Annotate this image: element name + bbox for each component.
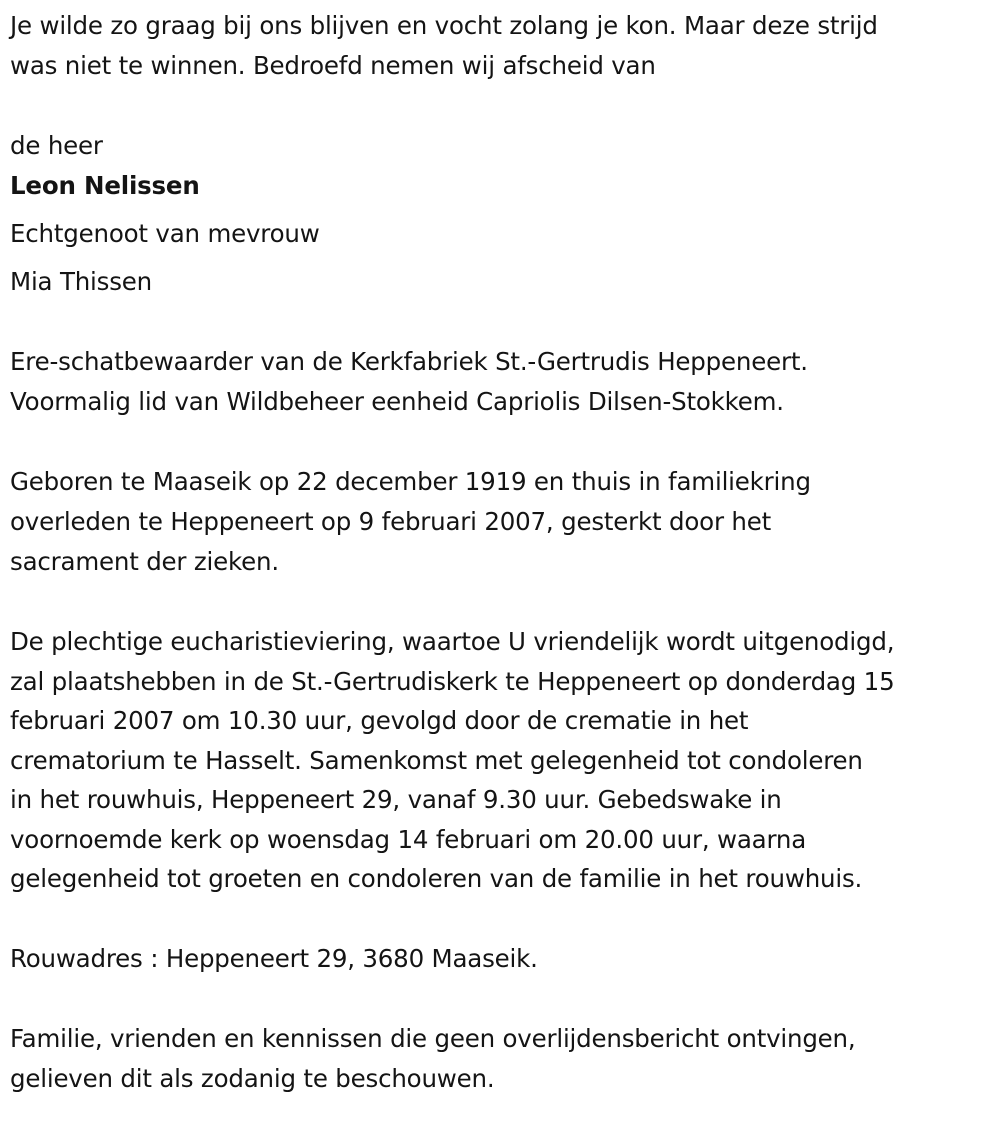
mourning-address: Rouwadres : Heppeneert 29, 3680 Maaseik. <box>10 943 538 973</box>
role-line: Voormalig lid van Wildbeheer eenheid Capriolis Dilsen-Stokkem. <box>10 387 784 416</box>
intro-line: Je wilde zo graag bij ons blijven en vocht zolang je kon. Maar deze strijd <box>10 11 878 40</box>
intro-paragraph <box>10 6 995 86</box>
spacer <box>10 899 995 939</box>
closing-paragraph <box>10 1019 995 1099</box>
intro-line: was niet te winnen. Bedroefd nemen wij afscheid van <box>10 51 656 80</box>
ceremony-line: gelegenheid tot groeten en condoleren van de familie in het rouwhuis. <box>10 864 863 893</box>
ceremony-line: crematorium te Hasselt. Samenkomst met gelegenheid tot condoleren <box>10 745 863 775</box>
spacer <box>10 582 995 622</box>
ceremony-line: De plechtige eucharistieviering, waartoe U vriendelijk wordt uitgenodigd, <box>10 627 895 656</box>
spouse-label: Echtgenoot van mevrouw <box>10 219 320 248</box>
spacer <box>10 86 995 126</box>
spacer <box>10 422 995 462</box>
spacer <box>10 302 995 342</box>
ceremony-line: zal plaatshebben in de St.-Gertrudiskerk te Heppeneert op donderdag 15 <box>10 666 895 696</box>
ceremony-line: februari 2007 om 10.30 uur, gevolgd door de crematie in het <box>10 706 749 735</box>
spouse-name: Mia Thissen <box>10 267 152 296</box>
closing-line: gelieven dit als zodanig te beschouwen. <box>10 1063 495 1093</box>
ceremony-line: in het rouwhuis, Heppeneert 29, vanaf 9.30 uur. Gebedswake in <box>10 785 782 814</box>
death-notice <box>10 6 995 1099</box>
deceased-name: Leon Nelissen <box>10 171 200 200</box>
birth-death-line: Geboren te Maaseik op 22 december 1919 en thuis in familiekring <box>10 467 811 496</box>
birth-death-paragraph <box>10 462 995 582</box>
birth-death-line: sacrament der zieken. <box>10 547 279 576</box>
ceremony-paragraph <box>10 622 995 899</box>
spacer <box>10 979 995 1019</box>
birth-death-line: overleden te Heppeneert op 9 februari 2007, gesterkt door het <box>10 507 772 536</box>
role-line: Ere-schatbewaarder van de Kerkfabriek St.-Gertrudis Heppeneert. <box>10 347 808 376</box>
deceased-title: de heer <box>10 131 103 160</box>
roles-paragraph <box>10 342 995 422</box>
ceremony-line: voornoemde kerk op woensdag 14 februari om 20.00 uur, waarna <box>10 824 807 854</box>
closing-line: Familie, vrienden en kennissen die geen overlijdensbericht ontvingen, <box>10 1023 856 1053</box>
